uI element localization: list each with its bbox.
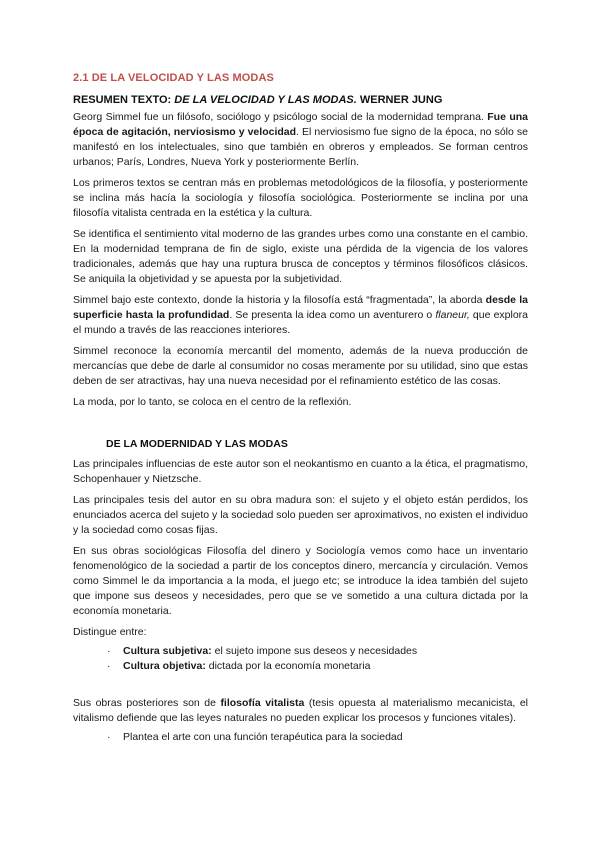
paragraph-11: [73, 696, 528, 726]
paragraph-8: Las principales tesis del autor en su obra madura son: el sujeto y el objeto están perdidos, los enunciados acerca del sujeto y la sociedad solo pueden ser aproximativos, no existen el individuo y la sociedad como cosas fijas.: [73, 494, 528, 536]
paragraph-11-text-a: Sus obras posteriores son de: [73, 697, 221, 709]
paragraph-4-text-c: . Se presenta la idea como un aventurero o: [229, 309, 436, 321]
paragraph-4-bold: desde la superficie hasta la profundidad: [73, 294, 528, 321]
paragraph-10: Distingue entre:: [73, 626, 147, 638]
paragraph-4-text-a: Simmel bajo este contexto, donde la historia y la filosofía está “fragmentada”, la aborda: [73, 294, 486, 306]
paragraph-5: Simmel reconoce la economía mercantil del momento, además de la nueva producción de mercancías que debe de darle al consumidor no cosas meramente por su utilidad, sino que estas deben de ser atractivas, hay una nueva necesidad por el refinamiento estético de las cosas.: [73, 345, 528, 387]
list-item: [107, 659, 528, 674]
bullet-glyph: ·: [107, 660, 111, 672]
paragraph-4-text-e: que explora el mundo a través de las reacciones interiores.: [73, 309, 529, 336]
paragraph-11-bold: filosofía vitalista: [220, 697, 305, 709]
paragraph-6: La moda, por lo tanto, se coloca en el centro de la reflexión.: [73, 396, 352, 408]
paragraph-11-text-c: (tesis opuesta al materialismo mecanicista, el vitalismo defiende que las leyes naturales no pueden explicar los procesos y funciones vitales).: [73, 697, 529, 724]
summary-title: [73, 93, 528, 107]
section-heading: 2.1 DE LA VELOCIDAD Y LAS MODAS: [73, 72, 274, 84]
paragraph-3: Se identifica el sentimiento vital moderno de las grandes urbes como una constante en el cambio. En la modernidad temprana de fin de siglo, existe una pérdida de la vigencia de los valores tradicionales, además que hay una ruptura brusca de conceptos y términos filosóficos clásicos. Se aniquila la objetividad y se apuesta por la subjetividad.: [73, 228, 528, 285]
list-item: [107, 644, 528, 659]
paragraph-1-text-a: Georg Simmel fue un filósofo, sociólogo y psicólogo social de la modernidad temprana.: [73, 111, 488, 123]
paragraph-9: En sus obras sociológicas Filosofía del dinero y Sociología vemos como hace un inventario fenomenológico de la sociedad a partir de los conceptos dinero, mercancía y circulación. Vemos como Simmel le da importancia a la moda, el juego etc; se introduce la idea también del sujeto que impone sus deseos y necesidades, pero que se ve sometido a una cultura dictada por la economía monetaria.: [73, 545, 528, 617]
paragraph-1: [73, 110, 528, 170]
subsection-heading: DE LA MODERNIDAD Y LAS MODAS: [106, 438, 288, 450]
list-item-text: dictada por la economía monetaria: [205, 660, 371, 672]
summary-title-prefix: RESUMEN TEXTO:: [73, 94, 175, 106]
culture-list: [73, 644, 528, 674]
list-item-text: Plantea el arte con una función terapéutica para la sociedad: [123, 731, 403, 743]
paragraph-4: [73, 293, 528, 338]
list-item-bold: Cultura subjetiva:: [123, 645, 212, 657]
paragraph-2: Los primeros textos se centran más en problemas metodológicos de la filosofía, y posteriormente se inclina más hacía la sociología y filosofía sociológica. Posteriormente se inclina por una filosofía vitalista centrada en la estética y la cultura.: [73, 177, 528, 219]
list-item-bold: Cultura objetiva:: [123, 660, 206, 672]
summary-title-italic: DE LA VELOCIDAD Y LAS MODAS.: [174, 94, 357, 106]
paragraph-1-bold: Fue una época de agitación, nerviosismo y velocidad: [73, 111, 528, 138]
summary-title-suffix: WERNER JUNG: [356, 94, 443, 106]
list-item-text: el sujeto impone sus deseos y necesidades: [211, 645, 418, 657]
paragraph-7: Las principales influencias de este autor son el neokantismo en cuanto a la ética, el pragmatismo, Schopenhauer y Nietzsche.: [73, 458, 528, 485]
bullet-glyph: ·: [107, 731, 111, 743]
list-item: [107, 730, 528, 745]
paragraph-1-text-c: . El nerviosismo fue signo de la época, no sólo se manifestó en los intelectuales, sino que también en obreros y empleados. Se forman centros urbanos; París, Londres, Nueva York y posteriormente Berlín.: [73, 126, 528, 168]
spacer: [73, 674, 528, 696]
document-body: [73, 71, 528, 745]
paragraph-4-italic: flaneur,: [435, 309, 470, 321]
bullet-glyph: ·: [107, 645, 111, 657]
vitalism-list: [73, 730, 528, 745]
